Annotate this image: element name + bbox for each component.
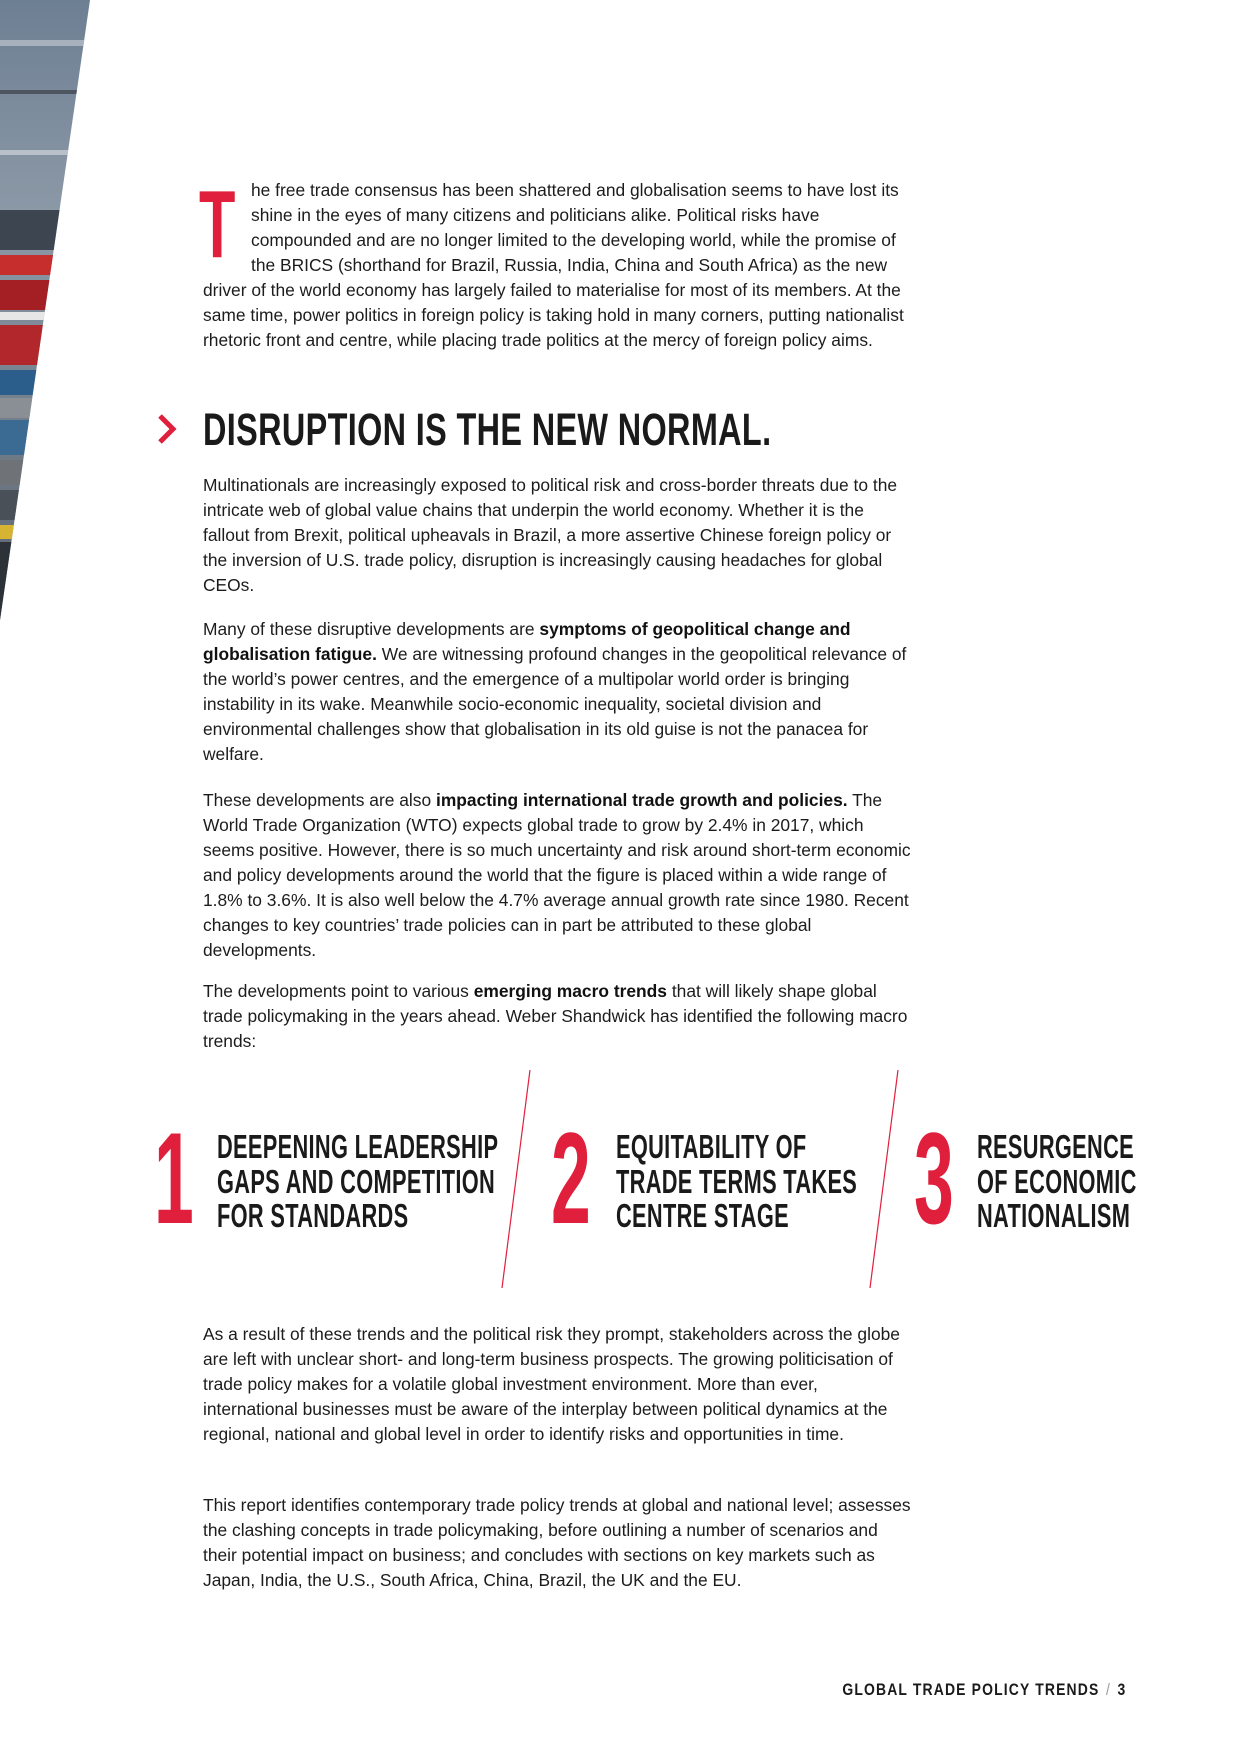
body-paragraph-3 — [203, 788, 913, 963]
trend-title-line: DEEPENING LEADERSHIP — [217, 1128, 499, 1165]
header-photo-strip — [0, 0, 90, 620]
paragraph-3-text: These developments are also — [203, 790, 436, 810]
trend-title — [616, 1130, 867, 1234]
page-number: 3 — [1117, 1680, 1126, 1699]
footer-separator: / — [1105, 1680, 1111, 1699]
body-paragraph-2 — [203, 617, 913, 767]
trend-title-line: GAPS AND COMPETITION — [217, 1162, 496, 1200]
section-heading: DISRUPTION IS THE NEW NORMAL. — [203, 404, 772, 455]
trend-divider — [866, 1070, 906, 1288]
paragraph-4-text: The developments point to various — [203, 981, 474, 1001]
trend-title — [217, 1128, 499, 1234]
trend-title-line: TRADE TERMS TAKES — [616, 1162, 858, 1200]
trend-title — [977, 1130, 1149, 1234]
paragraph-3-text-cont: The World Trade Organization (WTO) expects global trade to grow by 2.4% in 2017, which seems positive. However, there is so much uncertainty and risk around short-term economic and policy developments around the world that the figure is placed within a wide range of 1.8% to 3.6%. It is also well below the 4.7% average annual growth rate since 1980. Recent changes to key countries’ trade policies can in part be attributed to these global developments. — [203, 790, 911, 960]
trend-title-line: RESURGENCE — [977, 1128, 1134, 1165]
paragraph-4-emphasis: emerging macro trends — [473, 981, 667, 1001]
trend-number: 1 — [154, 1105, 194, 1251]
trend-divider — [498, 1070, 538, 1288]
body-paragraph-1: Multinationals are increasingly exposed to political risk and cross-border threats due to the intricate web of global value chains that underpin the world economy. Whether it is the fallout from Brexit, political upheavals in Brazil, a more assertive Chinese foreign policy or the inversion of U.S. trade policy, disruption is increasingly causing headaches for global CEOs. — [203, 475, 898, 595]
trend-title-line: NATIONALISM — [977, 1197, 1131, 1234]
paragraph-2-text: Many of these disruptive developments are — [203, 619, 540, 639]
drop-cap: T — [199, 171, 236, 278]
trend-title-line: EQUITABILITY OF — [616, 1128, 807, 1165]
trend-title-line: OF ECONOMIC — [977, 1162, 1137, 1200]
body-paragraph-4 — [203, 979, 913, 1054]
paragraph-2-emphasis: symptoms of geopolitical change and globalisation fatigue. — [203, 619, 851, 664]
intro-text: he free trade consensus has been shattered and globalisation seems to have lost its shine in the eyes of many citizens and politicians alike. Political risks have compounded and are no longer limited to the developing world, while the promise of the BRICS (shorthand for Brazil, Russia, India, China and South Africa) as the new driver of the world economy has largely failed to materialise for most of its members. At the same time, power politics in foreign policy is taking hold in many corners, putting nationalist rhetoric front and centre, while placing trade politics at the mercy of foreign policy aims. — [203, 180, 904, 350]
trend-number: 3 — [914, 1105, 954, 1251]
paragraph-2-text-cont: We are witnessing profound changes in the geopolitical relevance of the world’s power centres, and the emergence of a multipolar world order is bringing instability in its wake. Meanwhile socio-economic inequality, societal division and environmental challenges show that globalisation in its old guise is not the panacea for welfare. — [203, 644, 907, 764]
footer-title: GLOBAL TRADE POLICY TRENDS — [841, 1680, 1099, 1699]
paragraph-3-emphasis: impacting international trade growth and policies. — [435, 790, 848, 810]
trend-title-line: FOR STANDARDS — [217, 1197, 409, 1234]
trend-number: 2 — [551, 1105, 591, 1251]
paragraph-4-text-cont: that will likely shape global trade policymaking in the years ahead. Weber Shandwick has identified the following macro trends: — [203, 981, 908, 1051]
page-footer — [842, 1680, 1126, 1700]
intro-paragraph — [199, 171, 913, 353]
body-paragraph-5: As a result of these trends and the political risk they prompt, stakeholders across the globe are left with unclear short- and long-term business prospects. The growing politicisation of trade policy makes for a volatile global investment environment. More than ever, international businesses must be aware of the interplay between political dynamics at the regional, national and global level in order to identify risks and opportunities in time. — [203, 1324, 900, 1444]
trend-title-line: CENTRE STAGE — [616, 1197, 789, 1234]
chevron-right-icon — [156, 412, 178, 446]
body-paragraph-6: This report identifies contemporary trade policy trends at global and national level; assesses the clashing concepts in trade policymaking, before outlining a number of scenarios and their potential impact on business; and concludes with sections on key markets such as Japan, India, the U.S., South Africa, China, Brazil, the UK and the EU. — [203, 1495, 911, 1590]
